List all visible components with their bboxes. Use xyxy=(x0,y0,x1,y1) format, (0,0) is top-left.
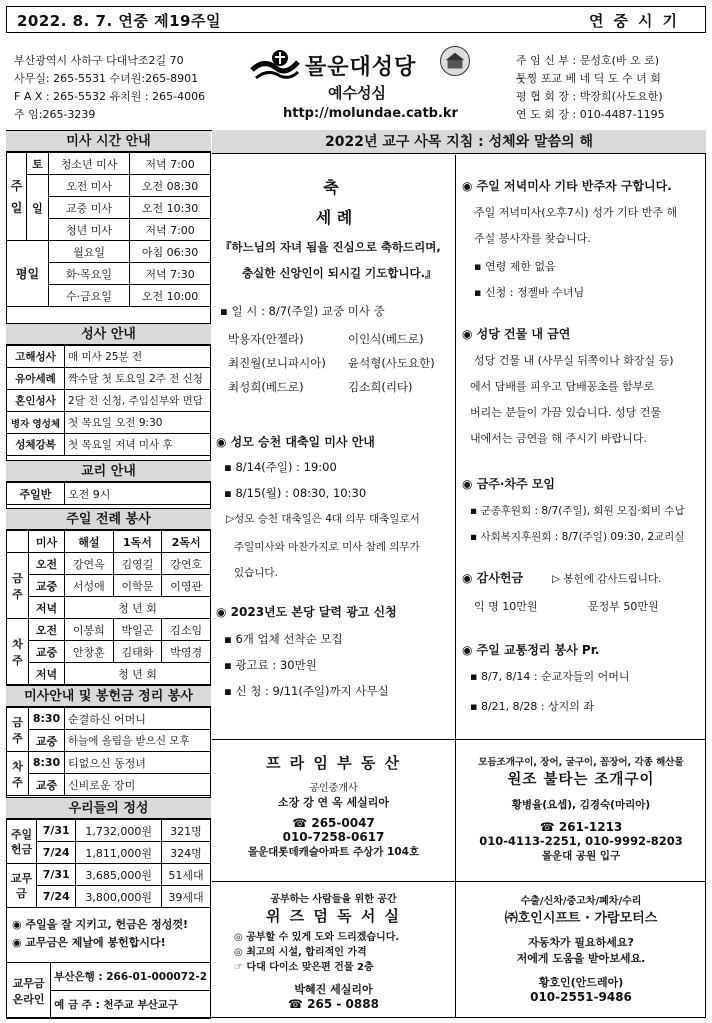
sacrament-info: 짝수달 첫 토요일 2주 전 신청 xyxy=(65,368,211,390)
guitar-text: 주일 저녁미사(오후7시) 성가 기타 반주 해 xyxy=(474,206,678,219)
mass-slot: 교중 xyxy=(29,730,65,752)
mass-time: 저녁 7:00 xyxy=(130,153,211,175)
youth-group: 청 년 회 xyxy=(65,663,211,685)
baptized-name: 최진월(보니파시아) xyxy=(228,356,326,370)
meetings-title: ◉ 금주·차주 모임 xyxy=(462,477,555,491)
top-bar xyxy=(6,6,706,33)
offering-service-title: 미사안내 및 봉헌금 정리 봉사 xyxy=(6,685,211,707)
service-group: 하늘에 올림을 받으신 모후 xyxy=(65,730,211,752)
mass-slot: 교중 xyxy=(29,575,65,597)
guitar-text: 주실 봉사자를 찾습니다. xyxy=(474,232,591,245)
offering-amount: 3,685,000원 xyxy=(76,864,161,886)
church-building-icon xyxy=(440,46,470,76)
baptized-name: 김소희(리타) xyxy=(348,380,413,394)
note-line: ◉ 주일을 잘 지키고, 헌금은 정성껏! xyxy=(12,918,189,931)
baptism-title: 세 례 xyxy=(315,208,353,227)
sacrament-name: 성체강복 xyxy=(7,434,65,456)
mass-slot: 저녁 xyxy=(29,663,65,685)
assumption-time: ▪ 8/15(월) : 08:30, 10:30 xyxy=(224,486,367,500)
offering-count: 39세대 xyxy=(161,886,210,908)
mass-slot: 저녁 xyxy=(29,597,65,619)
ad-title: 위 즈 덤 독 서 실 xyxy=(265,907,402,925)
sunday-offering-label: 주일헌금 xyxy=(7,820,37,864)
council-president: 평 협 회 장 : 박장희(사도요한) xyxy=(516,90,663,103)
middle-column xyxy=(212,155,456,739)
quote-line2: 충실한 신앙인이 되시길 기도합니다.』 xyxy=(242,266,437,280)
mass-name: 화·목요일 xyxy=(49,263,130,285)
mass-times-title: 미사 시간 안내 xyxy=(6,130,211,152)
next-week-label: 차주 xyxy=(7,619,29,685)
ad-clam-restaurant xyxy=(456,739,706,881)
mass-slot: 오전 xyxy=(29,619,65,641)
mass-name: 교중 미사 xyxy=(49,197,130,219)
ad-address: 몰운대롯데캐슬아파트 주상가 104호 xyxy=(247,846,420,858)
this-week-label: 금주 xyxy=(7,553,29,619)
guitar-text: ▪ 연령 제한 없음 xyxy=(474,260,556,273)
guitar-title: ◉ 주일 저녁미사 기타 반주자 구합니다. xyxy=(462,179,672,193)
offering-count: 324명 xyxy=(161,842,210,864)
sacrament-info: 매 미사 25분 전 xyxy=(65,346,211,368)
ad-top: 공부하는 사람들을 위한 공간 xyxy=(270,894,397,905)
quote-line1: 『하느님의 자녀 됨을 진심으로 축하드리며, xyxy=(220,240,441,254)
parish-contact xyxy=(14,52,205,124)
traffic-title: ◉ 주일 교통정리 봉사 Pr. xyxy=(462,643,600,657)
mass-time: 저녁 7:00 xyxy=(130,219,211,241)
no-smoking-text: 에서 담배를 피우고 담배꽁초를 함부로 xyxy=(470,380,655,393)
ad-line: ◎ 최고의 시설, 합리적인 가격 xyxy=(234,947,367,958)
baptized-name: 이인식(베드로) xyxy=(348,332,424,346)
ad-title: 프 라 임 부 동 산 xyxy=(265,754,402,772)
catechism-title: 교리 안내 xyxy=(6,460,211,482)
sacrament-info: 2달 전 신청, 주임신부와 면담 xyxy=(65,390,211,412)
calendar-item: ▪ 광고료 : 30만원 xyxy=(224,658,317,672)
baptized-name: 윤석형(사도요한) xyxy=(348,356,435,370)
no-smoking-text: 내에서는 금연을 해 주시기 바랍니다. xyxy=(470,432,647,445)
sacrament-title: 성사 안내 xyxy=(6,323,211,345)
parish-name: 예수성심 xyxy=(328,84,386,102)
sunday-day-label: 일 xyxy=(27,175,49,241)
first-reader: 김영길 xyxy=(113,553,162,575)
no-smoking-title: ◉ 성당 건물 내 금연 xyxy=(462,327,571,341)
parish-url[interactable]: http://molundae.catb.kr xyxy=(283,106,458,121)
commentator: 서성애 xyxy=(65,575,114,597)
catechism-table xyxy=(6,482,211,505)
offering-notes xyxy=(12,916,188,952)
sacrament-table xyxy=(6,345,211,456)
sacrament-name: 혼인성사 xyxy=(7,390,65,412)
no-smoking-text: 성당 건물 내 (사무실 뒤쪽이나 화장실 등) xyxy=(474,354,674,367)
first-reader: 이학문 xyxy=(113,575,162,597)
catechism-time: 오전 9시 xyxy=(65,483,211,505)
pastor: 주 임 신 부 : 문성호(바 오 로) xyxy=(516,54,660,67)
traffic-item: ▪ 8/21, 8/28 : 상지의 좌 xyxy=(470,700,595,713)
mass-name: 오전 미사 xyxy=(49,175,130,197)
ad-address: 몰운대 공원 입구 xyxy=(541,850,621,862)
offering-date: 7/31 xyxy=(37,820,76,842)
ad-study-room xyxy=(212,881,456,1018)
baptized-name: 박용자(안젤라) xyxy=(228,332,304,346)
ad-owner: 황병율(요셉), 김경숙(마리아) xyxy=(511,799,651,811)
staff-info xyxy=(516,52,665,124)
ad-title: 원조 불타는 조개구이 xyxy=(507,772,655,788)
mass-name: 청소년 미사 xyxy=(49,153,130,175)
bank-account: 부산은행 : 266-01-000072-2 xyxy=(51,963,211,991)
dues-label: 교무금 xyxy=(7,864,37,908)
sacrament-name: 고해성사 xyxy=(7,346,65,368)
no-smoking-text: 버리는 분들이 가끔 있습니다. 성당 건물 xyxy=(470,406,661,419)
second-reader: 이영관 xyxy=(162,575,211,597)
ad-line: ◎ 공부할 수 있게 도와 드리겠습니다. xyxy=(234,932,400,943)
mass-time: 오전 10:00 xyxy=(130,285,211,307)
mass-times-table xyxy=(6,152,211,307)
ad-line: 저에게 도움을 받아보세요. xyxy=(516,952,646,965)
thanks-donor: 문정부 50만원 xyxy=(588,600,659,613)
mass-time: 아침 06:30 xyxy=(130,241,211,263)
ad-line: ☞ 다대 다이소 맞은편 건물 2층 xyxy=(234,962,374,973)
mass-name: 수·금요일 xyxy=(49,285,130,307)
thanks-title: ◉ 감사헌금 xyxy=(462,571,524,585)
col-header: 2독서 xyxy=(162,531,211,553)
ad-phone: 010-2551-9486 xyxy=(530,990,632,1004)
offering-amount: 1,732,000원 xyxy=(76,820,161,842)
ad-realestate xyxy=(212,739,456,881)
bank-holder: 예 금 주 : 천주교 부산교구 xyxy=(51,991,211,1019)
date-line: 2022. 8. 7. 연중 제19주일 xyxy=(17,12,221,30)
thanks-donor: 익 명 10만원 xyxy=(474,600,538,613)
service-group: 신비로운 장미 xyxy=(65,774,211,796)
assumption-note: ▷성모 승천 대축일은 4대 의무 대축일로서 xyxy=(226,513,420,525)
ad-phone: 010-4113-2251, 010-9992-8203 xyxy=(479,834,683,848)
mass-time: 저녁 7:30 xyxy=(130,263,211,285)
sacrament-name: 유아세례 xyxy=(7,368,65,390)
calendar-item: ▪ 신 청 : 9/11(주일)까지 사무실 xyxy=(224,684,389,698)
assumption-note: 주일미사와 마찬가지로 미사 참례 의무가 xyxy=(234,541,420,553)
weekday-label: 평일 xyxy=(7,241,49,307)
sacrament-info: 첫 목요일 저녁 미사 후 xyxy=(65,434,211,456)
offerings-title: 우리들의 정성 xyxy=(6,797,211,819)
mass-time: 오전 08:30 xyxy=(130,175,211,197)
next-week-label: 차주 xyxy=(7,752,29,796)
offering-count: 51세대 xyxy=(161,864,210,886)
col-header: 미사 xyxy=(29,531,65,553)
mass-slot: 8:30 xyxy=(29,752,65,774)
commentator: 이봉희 xyxy=(65,619,114,641)
mass-slot: 교중 xyxy=(29,774,65,796)
sunday-label: 주일 xyxy=(7,153,27,241)
ad-phone: 010-7258-0617 xyxy=(282,830,385,844)
guitar-text: ▪ 신청 : 정젤바 수녀님 xyxy=(474,286,585,299)
baptism-date: ▪ 일 시 : 8/7(주일) 교중 미사 중 xyxy=(220,304,385,318)
fax-phone: F A X : 265-5532 유치원 : 265-4006 xyxy=(14,90,206,103)
ad-top: 모듬조개구이, 장어, 굴구이, 꼼장어, 각종 해산물 xyxy=(478,757,684,768)
mass-slot: 교중 xyxy=(29,641,65,663)
youth-group: 청 년 회 xyxy=(65,597,211,619)
mass-slot: 8:30 xyxy=(29,708,65,730)
col-header: 해설 xyxy=(65,531,114,553)
pastoral-headline: 2022년 교구 사목 지침 : 성체와 말씀의 해 xyxy=(212,130,706,154)
offering-date: 7/31 xyxy=(37,864,76,886)
offering-amount: 3,800,000원 xyxy=(76,886,161,908)
second-reader: 박영경 xyxy=(162,641,211,663)
offering-amount: 1,811,000원 xyxy=(76,842,161,864)
ad-phone: ☎ 261-1213 xyxy=(539,820,623,834)
calendar-ad-title: ◉ 2023년도 본당 달력 광고 신청 xyxy=(216,605,397,619)
first-reader: 김태화 xyxy=(113,641,162,663)
thanks-note: ▷ 봉헌에 감사드립니다. xyxy=(552,573,662,585)
second-reader: 강연호 xyxy=(162,553,211,575)
traffic-item: ▪ 8/7, 8/14 : 순교자들의 어머니 xyxy=(470,670,630,683)
offerings-table xyxy=(6,819,211,908)
address: 부산광역시 사하구 다대낙조2길 70 xyxy=(14,54,184,67)
sacrament-info: 첫 목요일 오전 9:30 xyxy=(65,412,211,434)
rectory-phone: 주 임:265-3239 xyxy=(14,108,96,121)
service-group: 티없으신 동정녀 xyxy=(65,752,211,774)
saturday-label: 토 xyxy=(27,153,49,175)
offering-date: 7/24 xyxy=(37,842,76,864)
sacrament-name: 병자 영성체 xyxy=(7,412,65,434)
commentator: 강연옥 xyxy=(65,553,114,575)
left-column xyxy=(6,130,211,1018)
ad-owner: 소장 강 연 옥 세실리아 xyxy=(278,796,389,809)
ad-owner: 황호인(안드레아) xyxy=(538,976,624,989)
service-group: 순결하신 어머니 xyxy=(65,708,211,730)
church-name: 몰운대성당 xyxy=(305,55,417,80)
office-phone: 사무실: 265-5531 수녀원:265-8901 xyxy=(14,72,199,85)
assumption-note: 있습니다. xyxy=(234,567,278,579)
offering-service-table xyxy=(6,707,211,796)
season-label: 연중시기 xyxy=(589,12,687,30)
mass-name: 월요일 xyxy=(49,241,130,263)
bank-label: 교무금 온라인 xyxy=(7,963,51,1019)
catechism-class: 주일반 xyxy=(7,483,65,505)
ad-title: ㈜호인시프트 · 가람모터스 xyxy=(504,911,658,926)
ad-motors xyxy=(456,881,706,1018)
meeting-item: ▪ 사회복지후원회 : 8/7(주일) 09:30, 2교리실 xyxy=(470,531,685,543)
second-reader: 김소임 xyxy=(162,619,211,641)
liturgy-title: 주일 전례 봉사 xyxy=(6,508,211,530)
col-header: 1독서 xyxy=(113,531,162,553)
congrats-emblem: 축 xyxy=(323,178,339,197)
offering-count: 321명 xyxy=(161,820,210,842)
mass-slot: 오전 xyxy=(29,553,65,575)
ad-line: 자동차가 필요하세요? xyxy=(528,936,634,949)
ages-president: 연 도 회 장 : 010-4487-1195 xyxy=(516,108,665,121)
mass-time: 오전 10:30 xyxy=(130,197,211,219)
ad-phone: ☎ 265-0047 xyxy=(292,816,375,830)
ad-sub: 공인중개사 xyxy=(309,783,358,794)
ad-phone: ☎ 265 - 0888 xyxy=(288,997,379,1011)
sisters: 툿찡 포교 베 네 딕 도 수 녀 회 xyxy=(516,72,661,85)
liturgy-table xyxy=(6,530,211,685)
baptized-name: 최성희(베드로) xyxy=(228,380,304,394)
commentator: 안창훈 xyxy=(65,641,114,663)
ad-top: 수출/신차/중고차/폐차/수리 xyxy=(520,896,642,907)
right-column xyxy=(456,155,706,739)
bank-table xyxy=(6,962,211,1019)
offering-date: 7/24 xyxy=(37,886,76,908)
church-logo-icon xyxy=(250,48,300,82)
meeting-item: ▪ 군종후원회 : 8/7(주일), 회원 모집·회비 수납 xyxy=(470,505,685,517)
calendar-item: ▪ 6개 업체 선착순 모집 xyxy=(224,632,343,646)
note-line: ◉ 교무금은 제날에 봉헌합시다! xyxy=(12,936,166,949)
assumption-time: ▪ 8/14(주일) : 19:00 xyxy=(224,460,337,474)
this-week-label: 금주 xyxy=(7,708,29,752)
assumption-title: ◉ 성모 승천 대축일 미사 안내 xyxy=(216,435,375,449)
first-reader: 박일곤 xyxy=(113,619,162,641)
mass-name: 청년 미사 xyxy=(49,219,130,241)
ad-owner: 박혜진 세실리아 xyxy=(294,983,373,996)
